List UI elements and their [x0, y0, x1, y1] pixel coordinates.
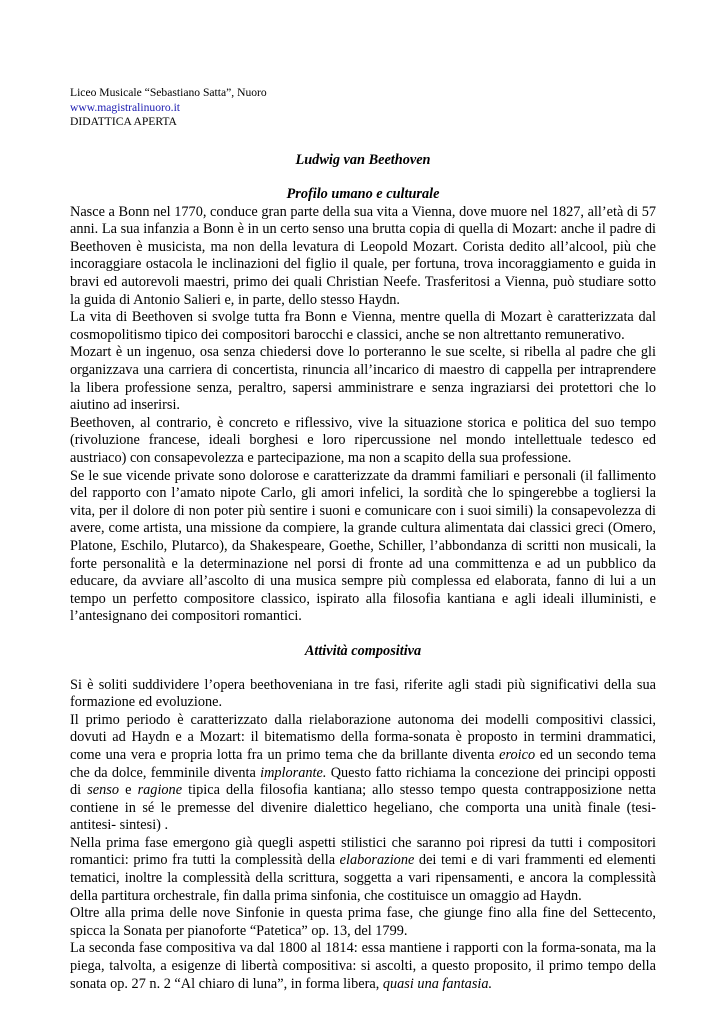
- paragraph: [70, 712, 656, 835]
- header-label: DIDATTICA APERTA: [70, 115, 177, 128]
- text-run: Il primo periodo è caratterizzato dalla rielaborazione autonoma dei modelli compositivi classici, dovuti ad Haydn e a Mozart: il bitematismo della forma-sonata è proposto in termini drammatici, come una vera e propria lotta fra un primo tema che da brillante diventa: [70, 711, 656, 763]
- italic-term: ragione: [137, 782, 183, 799]
- paragraph: Beethoven, al contrario, è concreto e riflessivo, vive la situazione storica e politica del suo tempo (rivoluzione francese, ideali borghesi e loro ripercussione nel mondo intellettuale tedesco ed austriaco) con consapevolezza e partecipazione, ma non a scapito della sua professione.: [70, 414, 656, 466]
- document-header: [70, 86, 656, 130]
- paragraph: Si è soliti suddividere l’opera beethoveniana in tre fasi, riferite agli stadi più significativi della sua formazione ed evoluzione.: [70, 676, 656, 711]
- paragraph: La vita di Beethoven si svolge tutta fra Bonn e Vienna, mentre quella di Mozart è caratterizzata dal cosmopolitismo tipico dei compositori barocchi e classici, anche se non altrettanto remunerativo.: [70, 309, 656, 343]
- italic-term: quasi una fantasia.: [382, 975, 493, 992]
- document-page: [70, 86, 656, 993]
- text-run: Questo fatto richiama la concezione dei principi opposti di: [70, 764, 656, 799]
- italic-term: senso: [87, 782, 120, 799]
- text-run: La seconda fase compositiva va dal 1800 al 1814: essa mantiene i rapporti con la forma-sonata, ma la piega, talvolta, a esigenze di libertà compositiva: si ascolti, a questo proposito, il primo tempo della sonata op. 27 n. 2 “Al chiaro di luna”, in forma libera,: [70, 940, 656, 992]
- paragraph: Oltre alla prima delle nove Sinfonie in questa prima fase, che giunge fino alla fine del Settecento, spicca la Sonata per pianoforte “Patetica” op. 13, del 1799.: [70, 905, 656, 939]
- section-heading-profilo: Profilo umano e culturale: [286, 186, 440, 203]
- text-run: tipica della filosofia kantiana; allo stesso tempo questa contrapposizione netta contiene in sé le premesse del divenire dialettico hegeliano, che comporta una unità finale (tesi- antitesi- sintesi) .: [70, 782, 656, 834]
- italic-term: implorante.: [260, 764, 327, 781]
- italic-term: eroico: [499, 746, 536, 763]
- paragraph: Mozart è un ingenuo, osa senza chiedersi dove lo porteranno le sue scelte, si ribella al padre che gli organizzava una carriera di concertista, rinuncia all’incarico di maestro di cappella per intraprendere la libera professione senza, peraltro, sapersi amministrare e senza ingraziarsi dei protettori che lo aiutino ad inserirsi.: [70, 344, 656, 414]
- text-run: Nella prima fase emergono già quegli aspetti stilistici che saranno poi ripresi da tutti i compositori romantici: primo fra tutti la complessità della: [70, 834, 656, 869]
- paragraph: Se le sue vicende private sono dolorose e caratterizzate da drammi familiari e personali (il fallimento del rapporto con l’amato nipote Carlo, gli amori infelici, la sordità che lo spingerebbe a togliersi la vita, per il dolore di non poter più sentire i suoni e comunicare con i suoi simili) la consapevolezza di avere, come artista, una missione da compiere, la grande cultura alimentata dai classici greci (Omero, Platone, Eschilo, Plutarco), da Shakespeare, Goethe, Schiller, l’abbondanza di scritti non musicali, la forte personalità e la determinazione nel porsi di fronte ad una committenza e ad un pubblico da educare, da avviare all’ascolto di una musica sempre più complessa ed elaborata, fanno di lui a un tempo un perfetto compositore classico, ispirato alla filosofia kantiana e agli ideali illuministi, e l’antesignano dei compositori romantici.: [70, 467, 656, 625]
- paragraph: Nasce a Bonn nel 1770, conduce gran parte della sua vita a Vienna, dove muore nel 1827, all’età di 57 anni. La sua infanzia a Bonn è in un certo senso una brutta copia di quella di Mozart: anche il padre di Beethoven è musicista, ma non della levatura di Leopold Mozart. Corista dedito all’alcool, più che incoraggiare ostacola le inclinazioni del figlio il quale, per fortuna, trova incoraggiamento e guida in bravi ed autorevoli maestri, primo dei quali Christian Neefe. Trasferitosi a Vienna, può studiare sotto la guida di Antonio Salieri e, in parte, dello stesso Haydn.: [70, 203, 656, 308]
- website-link[interactable]: www.magistralinuoro.it: [70, 100, 181, 114]
- italic-term: elaborazione: [339, 852, 415, 869]
- paragraph: [70, 940, 656, 993]
- text-run: e: [119, 782, 138, 799]
- text-run: dei temi e di vari frammenti ed elementi tematici, inoltre la complessità della scrittura, soggetta a vari ripensamenti, e ancora la complessità della partitura orchestrale, fin dalla prima sinfonia, che costituisce un omaggio ad Haydn.: [70, 852, 656, 904]
- document-title: Ludwig van Beethoven: [295, 151, 431, 168]
- text-run: ed un secondo tema che da dolce, femminile diventa: [70, 746, 656, 781]
- paragraph: [70, 835, 656, 905]
- section-heading-attivita: Attività compositiva: [304, 642, 422, 659]
- school-name: Liceo Musicale “Sebastiano Satta”, Nuoro: [70, 86, 267, 99]
